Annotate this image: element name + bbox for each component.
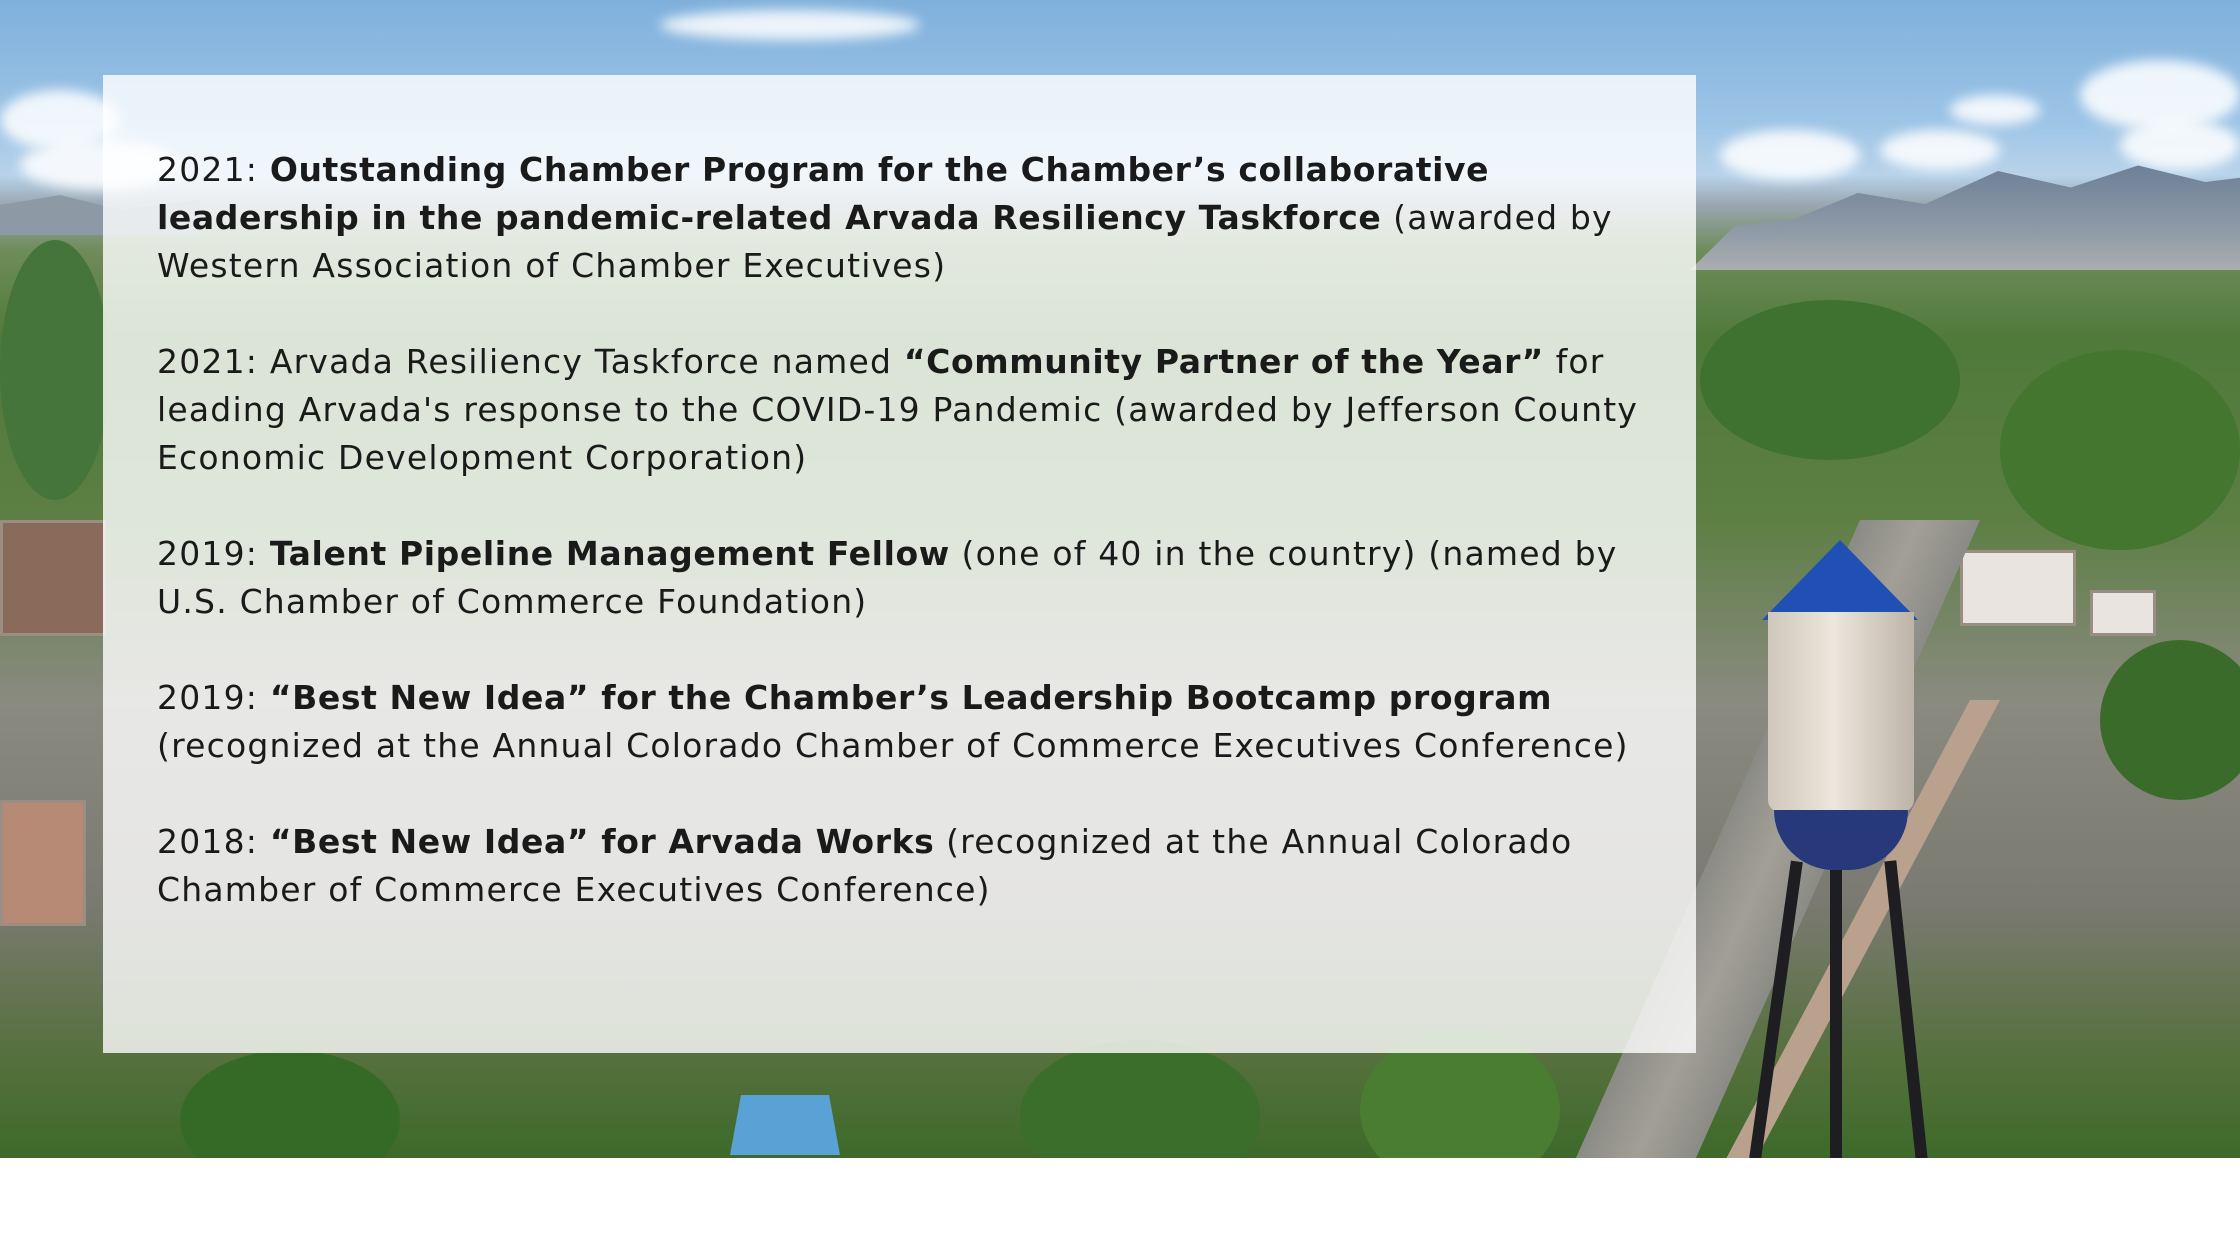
cloud: [1880, 130, 2000, 170]
tree-cluster: [2000, 350, 2240, 550]
gazebo-roof: [730, 1095, 840, 1155]
awards-list: [157, 146, 1657, 962]
award-item: [157, 530, 1657, 626]
building: [0, 520, 106, 636]
award-title: “Community Partner of the Year”: [903, 342, 1544, 381]
water-tower: [1700, 540, 1980, 1158]
award-lead: Arvada Resiliency Taskforce named: [269, 342, 893, 381]
cloud: [660, 10, 920, 40]
tree-cluster: [1020, 1040, 1260, 1158]
award-detail: (awarded by Western Association of Chamber Executives): [157, 198, 1613, 285]
award-year: 2021:: [157, 150, 259, 189]
tree-cluster: [1700, 300, 1960, 460]
award-item: [157, 818, 1657, 914]
award-detail: for leading Arvada's response to the COVID-19 Pandemic (awarded by Jefferson County Economic Development Corporation): [157, 342, 1639, 477]
award-detail: (one of 40 in the country) (named by U.S. Chamber of Commerce Foundation): [157, 534, 1618, 621]
award-year: 2018:: [157, 822, 259, 861]
water-tower-leg: [1884, 860, 1927, 1158]
award-year: 2021:: [157, 342, 259, 381]
building: [0, 800, 86, 926]
water-tower-leg: [1749, 861, 1803, 1158]
award-title: Outstanding Chamber Program for the Chamber’s collaborative leadership in the pandemic-related Arvada Resiliency Taskforce: [157, 150, 1490, 237]
cloud: [1950, 95, 2040, 125]
award-detail: (recognized at the Annual Colorado Chamber of Commerce Executives Conference): [157, 822, 1573, 909]
water-tower-tank: [1768, 612, 1914, 812]
award-year: 2019:: [157, 678, 259, 717]
award-title: “Best New Idea” for Arvada Works: [269, 822, 935, 861]
cloud: [2080, 60, 2240, 130]
house: [2090, 590, 2156, 636]
water-tower-roof: [1762, 540, 1918, 620]
award-item: [157, 338, 1657, 482]
award-detail: (recognized at the Annual Colorado Chamber of Commerce Executives Conference): [157, 726, 1629, 765]
award-item: [157, 146, 1657, 290]
cloud: [1720, 130, 1860, 180]
tree-cluster: [180, 1050, 400, 1158]
award-title: Talent Pipeline Management Fellow: [269, 534, 950, 573]
award-year: 2019:: [157, 534, 259, 573]
award-title: “Best New Idea” for the Chamber’s Leadership Bootcamp program: [269, 678, 1553, 717]
tree-cluster: [2100, 640, 2240, 800]
award-item: [157, 674, 1657, 770]
tree-cluster: [0, 240, 110, 500]
cloud: [2120, 120, 2240, 170]
water-tower-leg: [1830, 870, 1842, 1158]
